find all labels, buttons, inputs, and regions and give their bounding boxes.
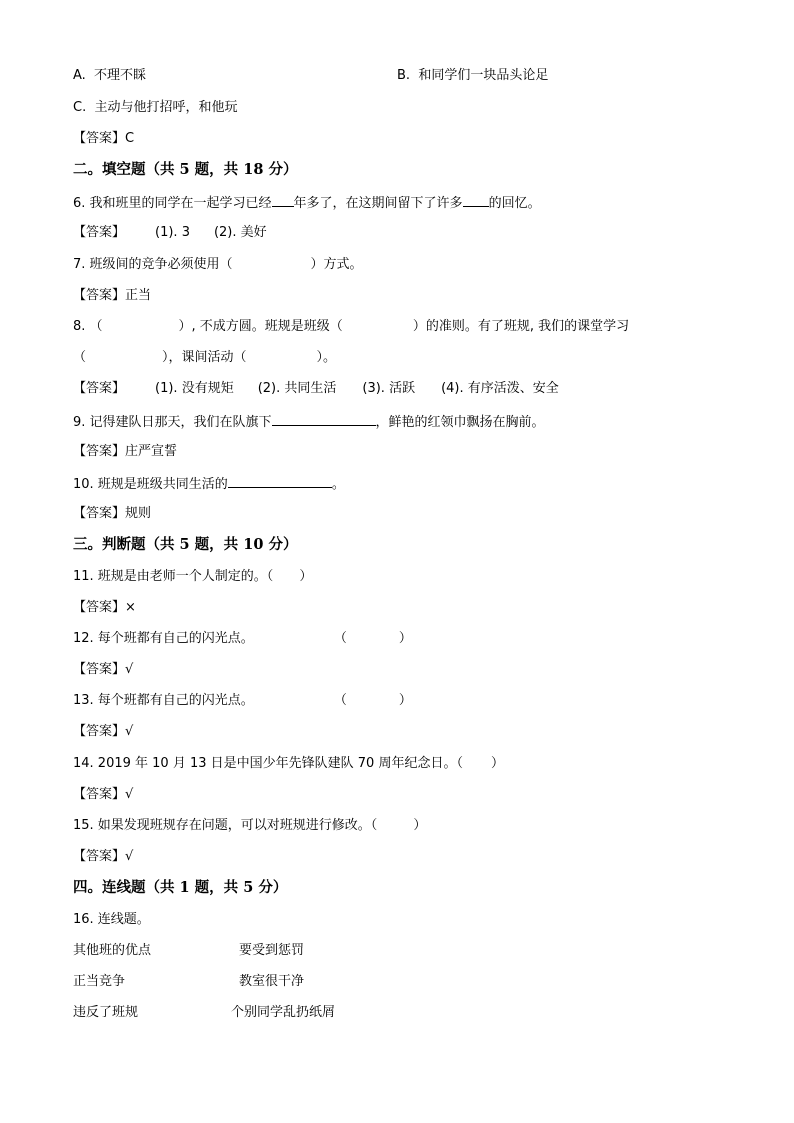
section-3-title: 三。判断题（共 5 题，共 10 分） — [73, 536, 298, 553]
answer-tag: 【答案】 — [73, 506, 126, 521]
question-9 — [73, 413, 545, 431]
answer-tag: 【答案】 — [73, 724, 126, 739]
answer-part-4: (4). 有序活泼、安全 — [441, 381, 559, 396]
q13-text: 13. 每个班都有自己的闪光点。 — [73, 693, 254, 708]
q8-p2: ）, 不成方圆。班规是班级（ — [178, 319, 343, 334]
answer-tag: 【答案】 — [73, 225, 126, 240]
q14-close: ） — [490, 756, 504, 771]
section-2-title: 二。填空题（共 5 题，共 18 分） — [73, 161, 298, 178]
q13-open: （ — [333, 693, 347, 708]
answer-part-3: (3). 活跃 — [362, 381, 416, 396]
question-14 — [73, 756, 504, 772]
q11-text: 11. 班规是由老师一个人制定的。（ — [73, 569, 274, 584]
q12-open: （ — [333, 631, 347, 646]
answer-text: √ — [125, 787, 134, 802]
option-b: B. 和同学们一块品头论足 — [397, 68, 549, 83]
question-6 — [73, 194, 541, 212]
answer-tag: 【答案】 — [73, 131, 126, 146]
q8-p6: ）。 — [316, 350, 337, 365]
question-8-line-2 — [73, 350, 336, 366]
q14-text: 14. 2019 年 10 月 13 日是中国少年先锋队建队 70 周年纪念日。（ — [73, 756, 463, 771]
answer-tag: 【答案】 — [73, 662, 126, 677]
answer-tag: 【答案】 — [73, 444, 126, 459]
q8-p4: （ — [73, 350, 87, 365]
q10-post: 。 — [331, 477, 345, 492]
answer-text: 正当 — [125, 288, 152, 303]
answer-text: 庄严宣誓 — [125, 444, 178, 459]
answer-row-11 — [73, 600, 136, 616]
question-16: 16. 连线题。 — [73, 912, 150, 927]
match-left-item: 正当竞争 — [73, 974, 126, 989]
answer-row-15 — [73, 849, 133, 865]
q13-close: ） — [398, 693, 412, 708]
answer-row-8 — [73, 381, 559, 397]
answer-text: √ — [125, 849, 134, 864]
answer-text: C — [125, 131, 135, 146]
q10-pre: 10. 班规是班级共同生活的 — [73, 477, 228, 492]
answer-part-2: (2). 美好 — [213, 225, 267, 240]
q10-blank — [228, 475, 332, 488]
q12-close: ） — [398, 631, 412, 646]
section-4-title: 四。连线题（共 1 题，共 5 分） — [73, 879, 288, 896]
q8-p1: 8. （ — [73, 319, 103, 334]
answer-row-7 — [73, 288, 151, 304]
answer-part-2: (2). 共同生活 — [257, 381, 337, 396]
answer-text: √ — [125, 662, 134, 677]
answer-row-9 — [73, 444, 177, 460]
question-12 — [73, 631, 412, 647]
q9-post: ，鲜艳的红领巾飘扬在胸前。 — [375, 415, 545, 430]
question-8-line-1 — [73, 319, 629, 335]
answer-tag: 【答案】 — [73, 600, 126, 615]
match-left-item: 其他班的优点 — [73, 943, 152, 958]
match-left-item: 违反了班规 — [73, 1005, 139, 1020]
q11-close: ） — [299, 569, 313, 584]
question-11 — [73, 569, 312, 585]
answer-part-1: (1). 没有规矩 — [155, 381, 234, 396]
answer-tag: 【答案】 — [73, 381, 126, 396]
question-7 — [73, 257, 363, 273]
option-a: A. 不理不睬 — [73, 68, 147, 83]
answer-tag: 【答案】 — [73, 849, 126, 864]
match-right-item: 要受到惩罚 — [239, 943, 305, 958]
question-15 — [73, 818, 426, 834]
q8-p3: ）的准则。有了班规, 我们的课堂学习 — [412, 319, 630, 334]
q6-post: 的回忆。 — [488, 196, 541, 211]
answer-tag: 【答案】 — [73, 288, 126, 303]
answer-tag: 【答案】 — [73, 787, 126, 802]
q7-pre: 7. 班级间的竞争必须使用（ — [73, 257, 233, 272]
q6-blank-1 — [272, 194, 294, 207]
answer-text: × — [125, 600, 136, 615]
option-c: C. 主动与他打招呼，和他玩 — [73, 100, 238, 115]
question-13 — [73, 693, 412, 709]
answer-row-6 — [73, 225, 267, 241]
q9-pre: 9. 记得建队日那天，我们在队旗下 — [73, 415, 272, 430]
answer-row-10 — [73, 506, 151, 522]
answer-text: √ — [125, 724, 134, 739]
answer-row-5 — [73, 131, 134, 147]
q9-blank — [272, 413, 376, 426]
q15-text: 15. 如果发现班规存在问题，可以对班规进行修改。（ — [73, 818, 378, 833]
answer-row-13 — [73, 724, 133, 740]
answer-text: 规则 — [125, 506, 152, 521]
q6-pre: 6. 我和班里的同学在一起学习已经 — [73, 196, 272, 211]
match-right-item: 个别同学乱扔纸屑 — [231, 1005, 336, 1020]
q6-mid: 年多了，在这期间留下了许多 — [293, 196, 463, 211]
answer-row-14 — [73, 787, 133, 803]
answer-part-1: (1). 3 — [155, 225, 190, 240]
q7-post: ）方式。 — [310, 257, 363, 272]
q15-close: ） — [413, 818, 427, 833]
question-10 — [73, 475, 345, 493]
q8-p5: ），课间活动（ — [162, 350, 247, 365]
q12-text: 12. 每个班都有自己的闪光点。 — [73, 631, 254, 646]
q6-blank-2 — [463, 194, 489, 207]
match-right-item: 教室很干净 — [239, 974, 305, 989]
answer-row-12 — [73, 662, 133, 678]
